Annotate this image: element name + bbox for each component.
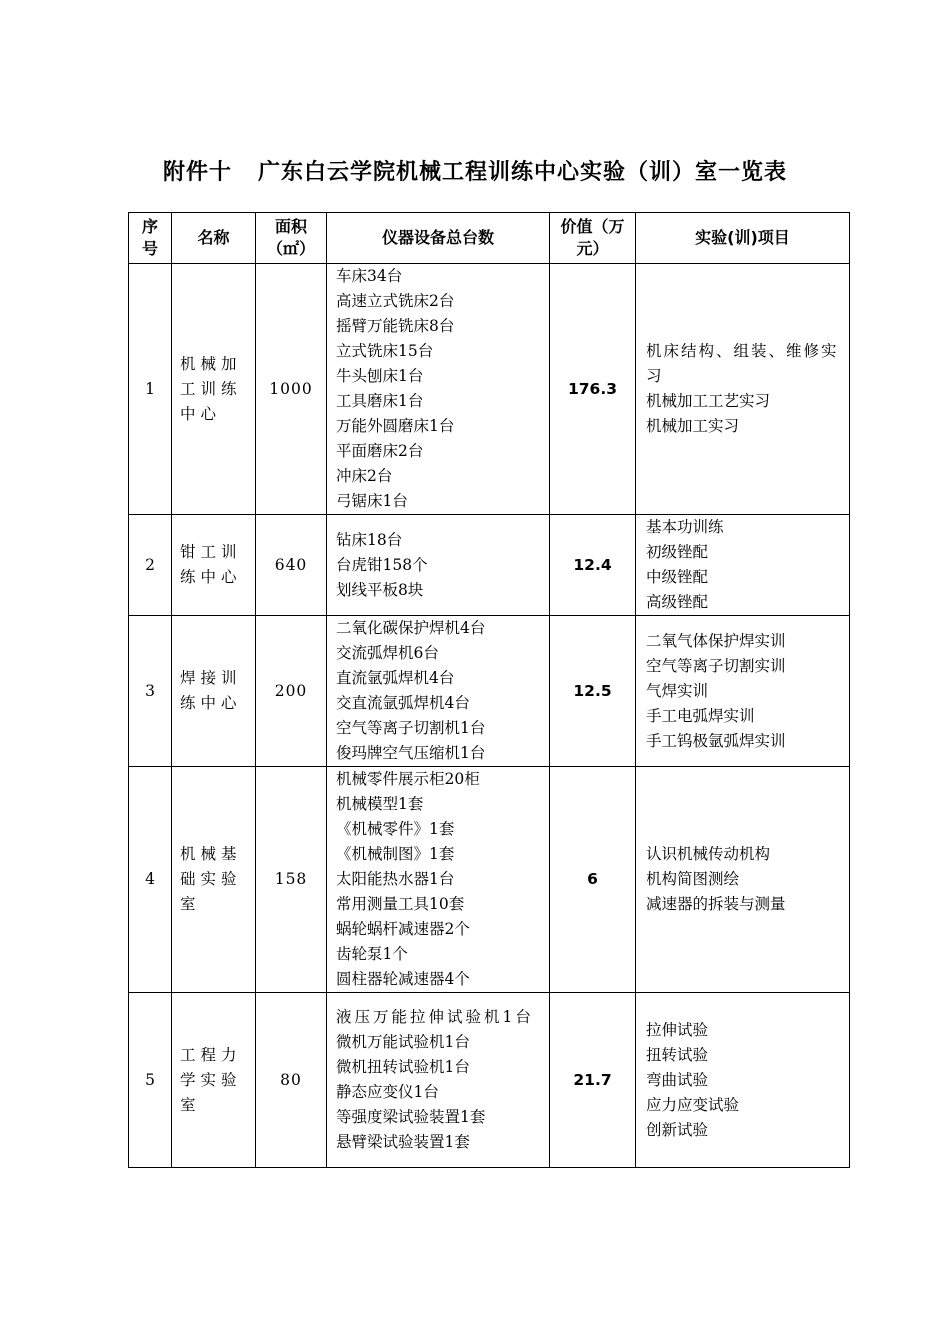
project-item: 气焊实训 [646, 681, 709, 700]
row-value: 21.7 [550, 993, 636, 1168]
table-body [129, 264, 850, 1168]
equipment-item: 平面磨床2台 [336, 442, 424, 460]
equipment-item: 划线平板8块 [336, 580, 424, 599]
equipment-item: 万能外圆磨床1台 [336, 417, 455, 435]
row-name: 钳工训练中心 [172, 515, 256, 616]
equipment-item: 《机械制图》1套 [336, 845, 455, 863]
row-name: 焊接训练中心 [172, 616, 256, 767]
equipment-item: 钻床18台 [336, 530, 403, 549]
table-row [129, 515, 850, 616]
project-item: 中级锉配 [646, 568, 709, 586]
header-index: 序号 [129, 213, 172, 264]
project-item: 二氧气体保护焊实训 [646, 631, 786, 650]
project-item: 空气等离子切割实训 [646, 656, 786, 675]
project-item: 拉伸试验 [646, 1020, 709, 1039]
header-projects: 实验(训)项目 [636, 213, 850, 264]
project-item: 手工电弧焊实训 [646, 706, 755, 725]
row-equipment [327, 515, 550, 616]
equipment-item: 弓锯床1台 [336, 492, 408, 510]
equipment-item: 机械模型1套 [336, 795, 424, 813]
equipment-item: 常用测量工具10套 [336, 895, 465, 913]
table-header-row [129, 213, 850, 264]
project-item: 基本功训练 [646, 518, 724, 536]
row-projects [636, 515, 850, 616]
equipment-item: 交流弧焊机6台 [336, 644, 439, 662]
project-item: 机械加工实习 [646, 417, 740, 435]
row-equipment [327, 264, 550, 515]
row-value: 12.5 [550, 616, 636, 767]
row-index: 2 [129, 515, 172, 616]
project-item: 手工钨极氩弧焊实训 [646, 731, 786, 750]
row-projects [636, 767, 850, 993]
row-name: 机械加工训练中心 [172, 264, 256, 515]
equipment-item: 摇臂万能铣床8台 [336, 317, 455, 335]
project-item: 认识机械传动机构 [646, 845, 771, 863]
page-title [0, 155, 950, 186]
project-item: 扭转试验 [646, 1045, 709, 1064]
row-name: 工程力学实验室 [172, 993, 256, 1168]
equipment-item: 机械零件展示柜20柜 [336, 770, 480, 788]
row-area: 80 [256, 993, 327, 1168]
row-projects [636, 264, 850, 515]
project-item: 机械加工工艺实习 [646, 392, 771, 410]
equipment-item: 台虎钳158个 [336, 555, 428, 574]
equipment-item: 悬臂梁试验装置1套 [336, 1133, 470, 1151]
equipment-item: 微机扭转试验机1台 [336, 1058, 470, 1076]
project-item: 创新试验 [646, 1120, 709, 1139]
equipment-item: 空气等离子切割机1台 [336, 719, 486, 737]
row-value: 176.3 [550, 264, 636, 515]
equipment-item: 微机万能试验机1台 [336, 1033, 470, 1051]
header-name: 名称 [172, 213, 256, 264]
row-area: 640 [256, 515, 327, 616]
equipment-item: 车床34台 [336, 267, 403, 285]
equipment-item: 牛头刨床1台 [336, 367, 424, 385]
equipment-item: 冲床2台 [336, 467, 393, 485]
equipment-item: 交直流氩弧焊机4台 [336, 694, 470, 712]
project-item: 弯曲试验 [646, 1070, 709, 1089]
project-item: 机床结构、组装、维修实习 [646, 342, 839, 385]
row-equipment [327, 993, 550, 1168]
row-name: 机械基础实验室 [172, 767, 256, 993]
equipment-item: 圆柱器轮减速器4个 [336, 970, 470, 988]
row-equipment [327, 616, 550, 767]
project-item: 应力应变试验 [646, 1095, 740, 1114]
row-value: 12.4 [550, 515, 636, 616]
header-area: 面积（㎡） [256, 213, 327, 264]
row-index: 4 [129, 767, 172, 993]
equipment-item: 工具磨床1台 [336, 392, 424, 410]
lab-table [128, 212, 850, 1168]
row-index: 5 [129, 993, 172, 1168]
project-item: 机构简图测绘 [646, 870, 740, 888]
table-row [129, 616, 850, 767]
row-index: 1 [129, 264, 172, 515]
equipment-item: 蜗轮蜗杆减速器2个 [336, 920, 470, 938]
equipment-item: 直流氩弧焊机4台 [336, 669, 455, 687]
equipment-item: 高速立式铣床2台 [336, 292, 455, 310]
table-row [129, 264, 850, 515]
table-row [129, 767, 850, 993]
row-projects [636, 616, 850, 767]
row-area: 200 [256, 616, 327, 767]
equipment-item: 俊玛牌空气压缩机1台 [336, 744, 486, 762]
equipment-item: 等强度梁试验装置1套 [336, 1108, 486, 1126]
title-main: 广东白云学院机械工程训练中心实验（训）室一览表 [258, 160, 788, 185]
project-item: 高级锉配 [646, 593, 709, 611]
equipment-item: 二氧化碳保护焊机4台 [336, 619, 486, 637]
project-item: 初级锉配 [646, 543, 709, 561]
row-index: 3 [129, 616, 172, 767]
row-value: 6 [550, 767, 636, 993]
row-area: 1000 [256, 264, 327, 515]
title-prefix: 附件十 [162, 160, 232, 185]
row-projects [636, 993, 850, 1168]
equipment-item: 太阳能热水器1台 [336, 870, 455, 888]
header-value: 价值（万元） [550, 213, 636, 264]
equipment-item: 齿轮泵1个 [336, 945, 408, 963]
equipment-item: 立式铣床15台 [336, 342, 434, 360]
row-equipment [327, 767, 550, 993]
equipment-item: 《机械零件》1套 [336, 820, 455, 838]
table-row [129, 993, 850, 1168]
row-area: 158 [256, 767, 327, 993]
project-item: 减速器的拆装与测量 [646, 895, 786, 913]
equipment-item: 静态应变仪1台 [336, 1083, 439, 1101]
equipment-item: 液压万能拉伸试验机1台 [336, 1008, 534, 1026]
header-equipment: 仪器设备总台数 [327, 213, 550, 264]
